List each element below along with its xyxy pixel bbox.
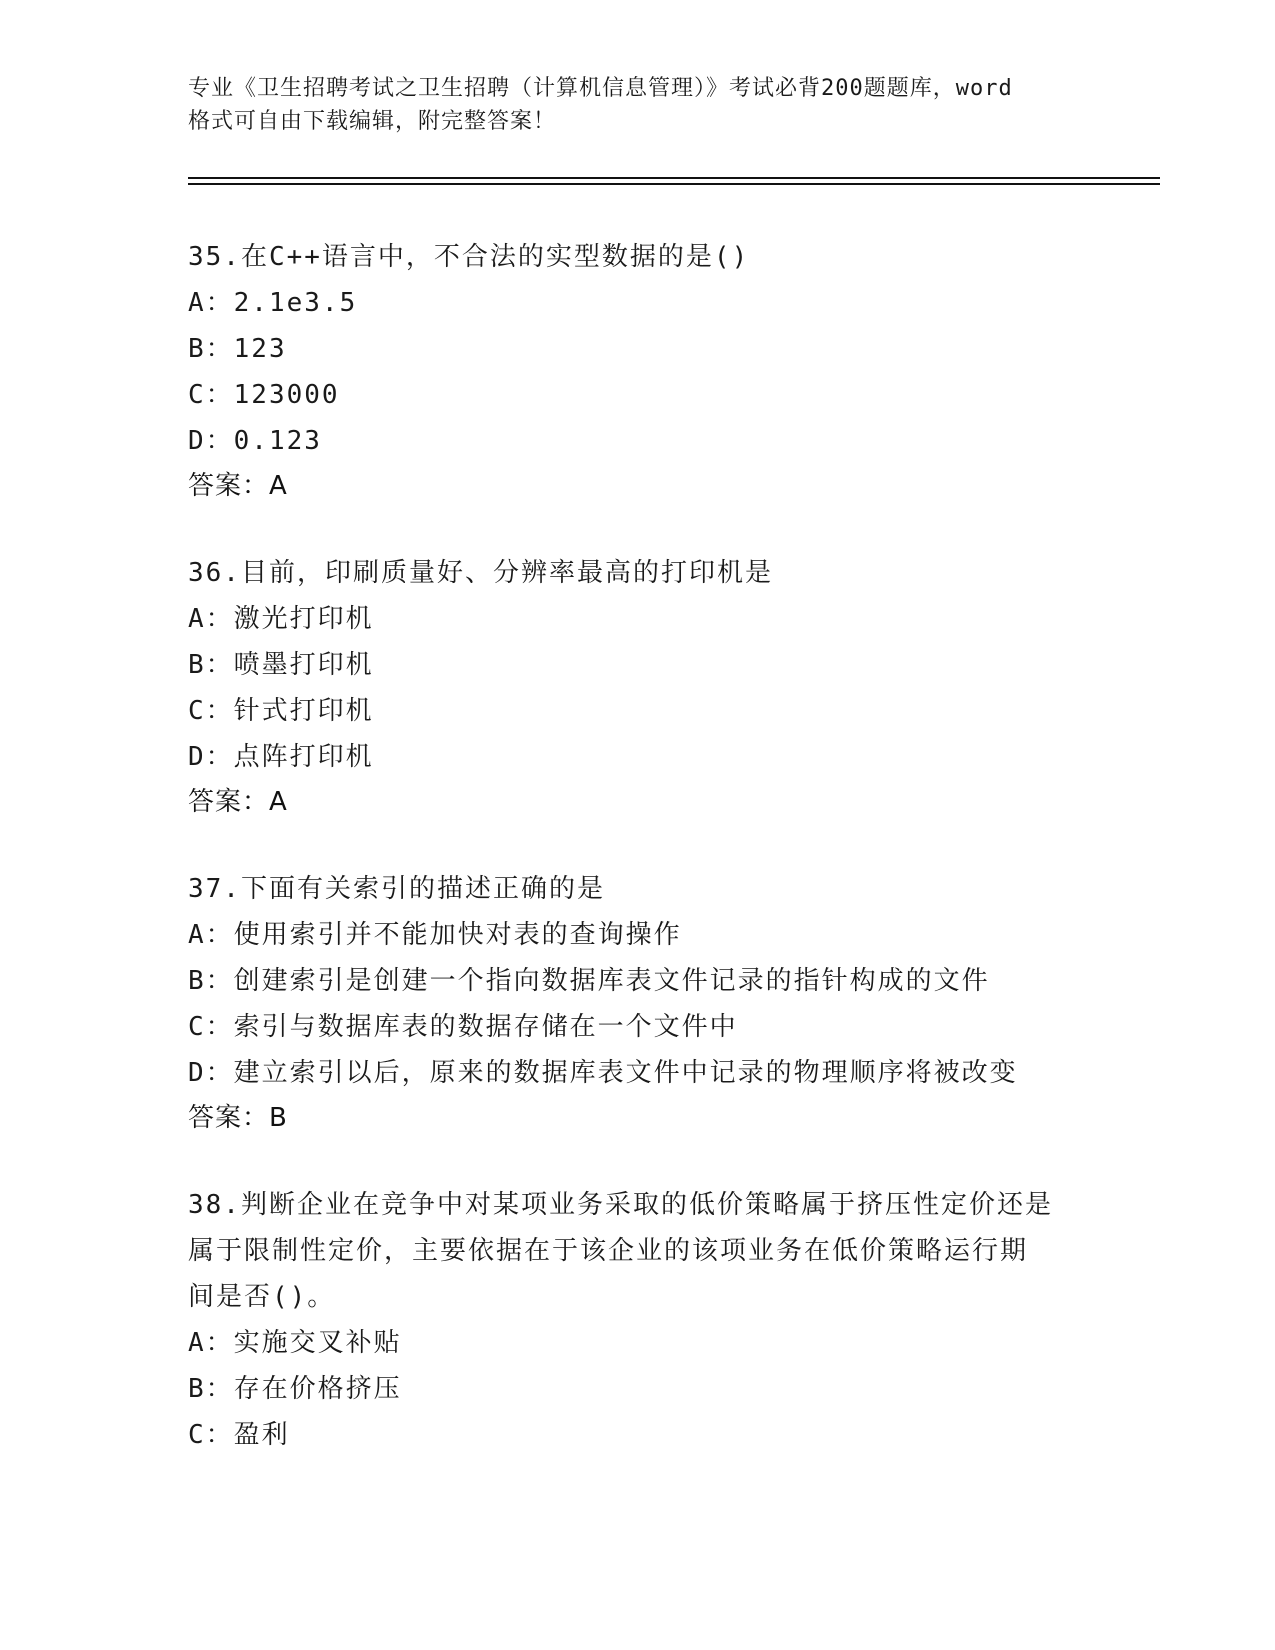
question-stem — [188, 550, 1148, 596]
question-stem — [188, 234, 1148, 280]
question-stem-line: 38.判断企业在竞争中对某项业务采取的低价策略属于挤压性定价还是 — [188, 1190, 1053, 1220]
question-38 — [188, 1182, 1148, 1458]
option-c: C：盈利 — [188, 1420, 290, 1450]
answer: 答案：B — [188, 1103, 288, 1133]
option-b: B：喷墨打印机 — [188, 650, 374, 680]
header-divider-bottom — [188, 183, 1160, 185]
question-stem — [188, 1182, 1148, 1320]
option-a: A：实施交叉补贴 — [188, 1328, 402, 1358]
option-d: D：建立索引以后，原来的数据库表文件中记录的物理顺序将被改变 — [188, 1058, 1018, 1088]
question-list — [188, 234, 1148, 1500]
question-stem-line: 37.下面有关索引的描述正确的是 — [188, 874, 605, 904]
document-header — [188, 72, 1088, 138]
question-stem — [188, 866, 1148, 912]
option-c: C：123000 — [188, 380, 340, 410]
option-d: D：点阵打印机 — [188, 742, 374, 772]
question-stem-line: 36.目前，印刷质量好、分辨率最高的打印机是 — [188, 558, 773, 588]
question-stem-line: 35.在C++语言中，不合法的实型数据的是() — [188, 242, 750, 272]
header-divider-top — [188, 177, 1160, 179]
question-37 — [188, 866, 1148, 1140]
header-title-line-2: 格式可自由下载编辑，附完整答案！ — [188, 109, 557, 134]
option-a: A：激光打印机 — [188, 604, 374, 634]
option-b: B：存在价格挤压 — [188, 1374, 402, 1404]
header-title-line-1: 专业《卫生招聘考试之卫生招聘（计算机信息管理）》考试必背200题题库，word — [188, 76, 1013, 101]
question-stem-line: 间是否()。 — [188, 1282, 336, 1312]
option-b: B：123 — [188, 334, 287, 364]
question-35 — [188, 234, 1148, 508]
question-36 — [188, 550, 1148, 824]
option-a: A：2.1e3.5 — [188, 288, 358, 318]
option-a: A：使用索引并不能加快对表的查询操作 — [188, 920, 682, 950]
option-b: B：创建索引是创建一个指向数据库表文件记录的指针构成的文件 — [188, 966, 990, 996]
answer: 答案：A — [188, 787, 288, 817]
answer: 答案：A — [188, 471, 288, 501]
option-c: C：索引与数据库表的数据存储在一个文件中 — [188, 1012, 738, 1042]
option-c: C：针式打印机 — [188, 696, 374, 726]
option-d: D：0.123 — [188, 426, 322, 456]
question-stem-line: 属于限制性定价，主要依据在于该企业的该项业务在低价策略运行期 — [188, 1236, 1029, 1266]
